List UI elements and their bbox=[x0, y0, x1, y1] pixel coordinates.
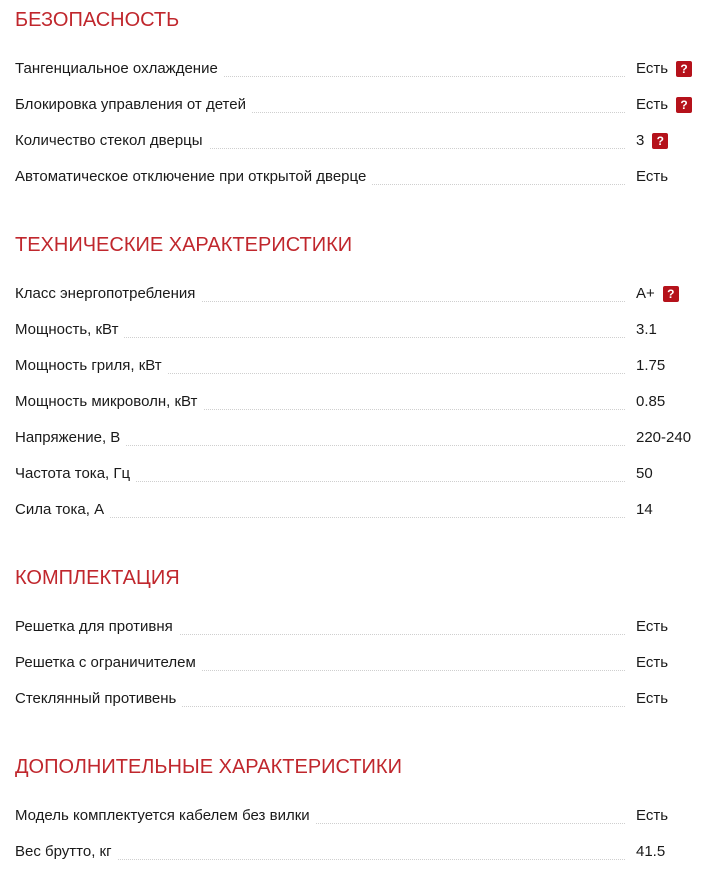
spec-value-cell bbox=[636, 464, 653, 484]
spec-value: 50 bbox=[636, 465, 653, 482]
spec-row bbox=[15, 609, 705, 645]
spec-label: Блокировка управления от детей bbox=[15, 95, 252, 115]
spec-value: Есть bbox=[636, 60, 669, 77]
help-icon[interactable]: ? bbox=[676, 97, 692, 113]
help-icon[interactable]: ? bbox=[676, 61, 692, 77]
spec-value: A+ bbox=[636, 285, 655, 302]
section-title: КОМПЛЕКТАЦИЯ bbox=[15, 567, 180, 589]
spec-row bbox=[15, 312, 705, 348]
spec-row bbox=[15, 384, 705, 420]
spec-label: Частота тока, Гц bbox=[15, 464, 136, 484]
spec-label: Мощность микроволн, кВт bbox=[15, 392, 203, 412]
section-title: ДОПОЛНИТЕЛЬНЫЕ ХАРАКТЕРИСТИКИ bbox=[15, 756, 402, 778]
spec-label: Вес брутто, кг bbox=[15, 842, 118, 862]
spec-row bbox=[15, 123, 705, 159]
spec-value-cell bbox=[636, 842, 665, 862]
spec-label: Мощность гриля, кВт bbox=[15, 356, 168, 376]
spec-value-cell bbox=[636, 653, 668, 673]
spec-value: Есть bbox=[636, 690, 669, 707]
spec-label: Автоматическое отключение при открытой дверце bbox=[15, 167, 372, 187]
spec-label: Количество стекол дверцы bbox=[15, 131, 209, 151]
spec-value-cell bbox=[636, 320, 657, 340]
spec-value: 220-240 bbox=[636, 429, 692, 446]
spec-value-cell bbox=[636, 428, 691, 448]
spec-value: 1.75 bbox=[636, 357, 666, 374]
section-title: БЕЗОПАСНОСТЬ bbox=[15, 9, 180, 31]
spec-value: Есть bbox=[636, 807, 669, 824]
spec-label: Класс энергопотребления bbox=[15, 284, 201, 304]
spec-value-cell bbox=[636, 167, 668, 187]
spec-label: Модель комплектуется кабелем без вилки bbox=[15, 806, 316, 826]
spec-value-cell bbox=[636, 689, 668, 709]
spec-row bbox=[15, 51, 705, 87]
spec-value: 0.85 bbox=[636, 393, 666, 410]
spec-row bbox=[15, 456, 705, 492]
spec-value-cell bbox=[636, 500, 653, 520]
spec-value-cell bbox=[636, 131, 668, 151]
spec-value-cell bbox=[636, 356, 665, 376]
spec-value: 3.1 bbox=[636, 321, 657, 338]
spec-label: Сила тока, А bbox=[15, 500, 110, 520]
spec-row bbox=[15, 645, 705, 681]
section-title: ТЕХНИЧЕСКИЕ ХАРАКТЕРИСТИКИ bbox=[15, 234, 353, 256]
spec-row bbox=[15, 492, 705, 528]
spec-row bbox=[15, 834, 705, 870]
spec-value: Есть bbox=[636, 96, 669, 113]
spec-value: 14 bbox=[636, 501, 653, 518]
spec-value: Есть bbox=[636, 168, 669, 185]
spec-row bbox=[15, 276, 705, 312]
spec-value: Есть bbox=[636, 618, 669, 635]
spec-row bbox=[15, 87, 705, 123]
spec-row bbox=[15, 681, 705, 717]
spec-row bbox=[15, 420, 705, 456]
spec-value: 3 bbox=[636, 132, 645, 149]
spec-value-cell bbox=[636, 617, 668, 637]
spec-label: Решетка с ограничителем bbox=[15, 653, 202, 673]
spec-value: Есть bbox=[636, 654, 669, 671]
spec-value: 41.5 bbox=[636, 843, 666, 860]
spec-row bbox=[15, 348, 705, 384]
spec-value-cell bbox=[636, 59, 692, 79]
spec-label: Стеклянный противень bbox=[15, 689, 182, 709]
spec-label: Тангенциальное охлаждение bbox=[15, 59, 224, 79]
spec-value-cell bbox=[636, 392, 665, 412]
spec-value-cell bbox=[636, 95, 692, 115]
spec-label: Напряжение, В bbox=[15, 428, 126, 448]
spec-label: Решетка для противня bbox=[15, 617, 179, 637]
spec-value-cell bbox=[636, 806, 668, 826]
help-icon[interactable]: ? bbox=[663, 286, 679, 302]
spec-value-cell bbox=[636, 284, 679, 304]
spec-row bbox=[15, 159, 705, 195]
help-icon[interactable]: ? bbox=[652, 133, 668, 149]
spec-row bbox=[15, 798, 705, 834]
spec-label: Мощность, кВт bbox=[15, 320, 124, 340]
